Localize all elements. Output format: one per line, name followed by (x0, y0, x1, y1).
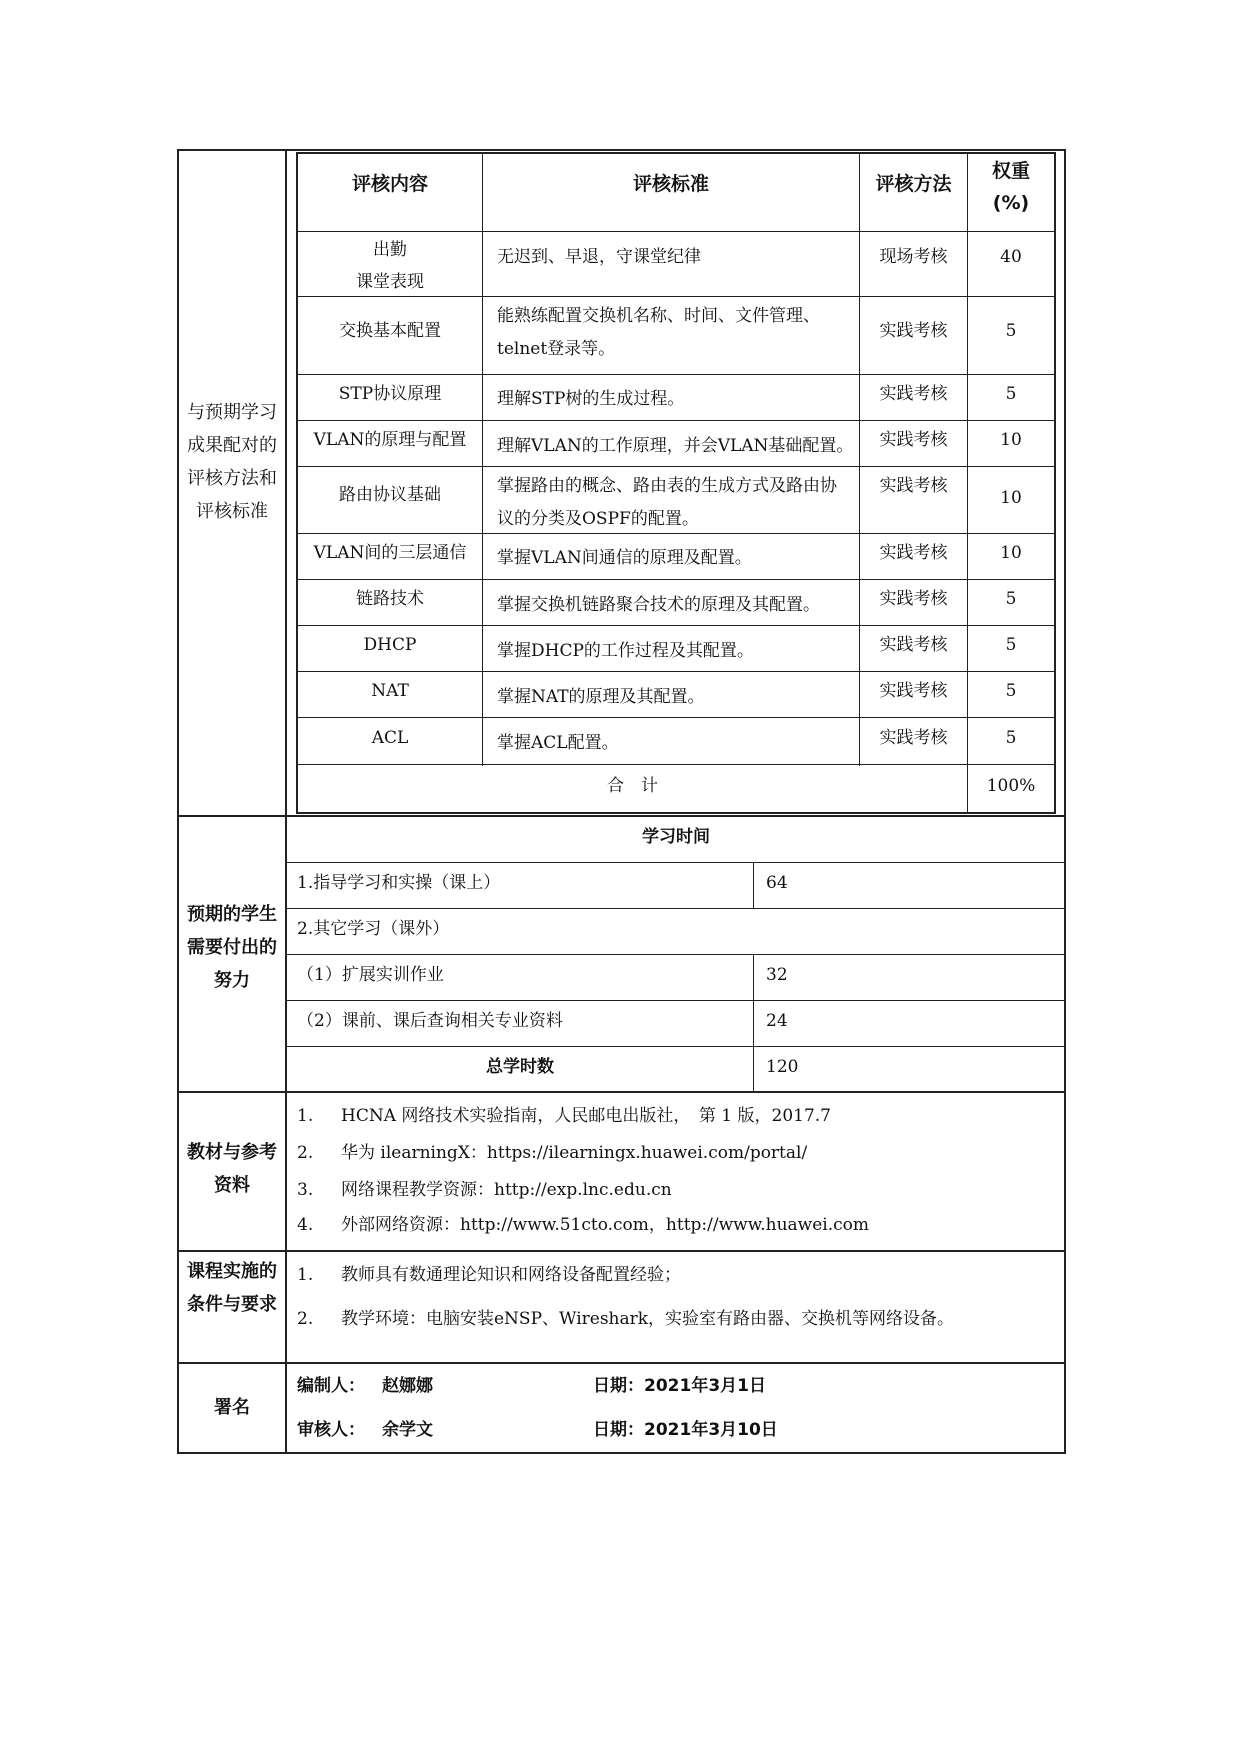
assessment-row-standard: 掌握交换机链路聚合技术的原理及其配置。 (497, 595, 820, 615)
outer-border-top (177, 149, 1066, 151)
assessment-row-standard: 掌握DHCP的工作过程及其配置。 (497, 641, 754, 661)
condition-item-number: 1. (297, 1265, 314, 1285)
assessment-row-content: VLAN的原理与配置 (313, 430, 467, 450)
assessment-row-standard: 掌握VLAN间通信的原理及配置。 (497, 548, 752, 568)
nested-border-top (296, 152, 1055, 154)
effort-row-item: 2.其它学习（课外） (297, 919, 450, 939)
editor-label: 编制人： (297, 1376, 365, 1396)
assessment-row-method: 实践考核 (879, 681, 948, 701)
assessment-row-weight: 5 (1005, 681, 1017, 701)
assessment-row-content: ACL (371, 728, 409, 748)
reviewer-name: 余学文 (382, 1420, 433, 1440)
header-content: 评核内容 (351, 173, 428, 195)
nested-row-divider (296, 579, 1055, 580)
effort-row-divider (286, 862, 1065, 863)
assessment-row-content (298, 234, 482, 298)
assessment-row-standard: 掌握路由的概念、路由表的生成方式及路由协议的分类及OSPF的配置。 (497, 476, 837, 529)
assessment-section-label: 与预期学习成果配对的评核方法和评核标准 (187, 402, 277, 522)
effort-col-divider (753, 954, 754, 1092)
section-divider-1 (177, 815, 1066, 817)
assessment-row-standard: 理解VLAN的工作原理，并会VLAN基础配置。 (497, 436, 854, 456)
effort-total-label: 总学时数 (486, 1057, 554, 1077)
assessment-row-weight: 10 (1000, 543, 1022, 563)
content-line-2: 课堂表现 (356, 272, 424, 292)
assessment-row-weight: 5 (1005, 635, 1017, 655)
material-item-number: 1. (297, 1106, 314, 1126)
assessment-row-content: 路由协议基础 (339, 485, 441, 505)
nested-row-divider (296, 466, 1055, 467)
assessment-row-method: 实践考核 (879, 635, 948, 655)
outer-border-right (1064, 815, 1066, 1454)
section-divider-3 (177, 1250, 1066, 1252)
outer-border-left (177, 149, 179, 1454)
assessment-row-method: 实践考核 (879, 728, 948, 748)
assessment-row-weight: 10 (1000, 488, 1022, 508)
effort-section-label: 预期的学生需要付出的努力 (187, 904, 277, 991)
nested-row-divider (296, 625, 1055, 626)
assessment-row-standard: 掌握ACL配置。 (497, 733, 619, 753)
outer-border-right-upper (1064, 149, 1066, 815)
nested-row-divider (296, 671, 1055, 672)
assessment-row-weight: 40 (1000, 247, 1022, 267)
material-item-text: 网络课程教学资源：http://exp.lnc.edu.cn (341, 1180, 672, 1200)
assessment-row-content: 链路技术 (356, 589, 424, 609)
assessment-row-content: DHCP (363, 635, 417, 655)
header-weight: 权重(%) (991, 160, 1030, 214)
assessment-row-standard: 无迟到、早退，守课堂纪律 (497, 247, 701, 267)
material-item-number: 4. (297, 1215, 314, 1235)
assessment-row-method: 现场考核 (879, 247, 948, 267)
nested-row-divider (296, 717, 1055, 718)
assessment-row-standard: 能熟练配置交换机名称、时间、文件管理、telnet登录等。 (497, 306, 820, 359)
assessment-row-weight: 5 (1005, 589, 1017, 609)
material-item-text: HCNA 网络技术实验指南，人民邮电出版社， 第 1 版，2017.7 (341, 1106, 831, 1126)
assessment-row-weight: 5 (1005, 384, 1017, 404)
assessment-row-method: 实践考核 (879, 476, 948, 496)
assessment-row-content: 交换基本配置 (339, 321, 441, 341)
nested-border-right (1054, 152, 1056, 814)
effort-row-item: （2）课前、课后查询相关专业资料 (297, 1011, 563, 1031)
header-standard: 评核标准 (632, 173, 709, 195)
effort-row-divider (286, 1046, 1065, 1047)
effort-row-item: （1）扩展实训作业 (297, 965, 444, 985)
assessment-row-method: 实践考核 (879, 543, 948, 563)
condition-item-text: 教师具有数通理论知识和网络设备配置经验； (341, 1265, 681, 1285)
assessment-row-content: NAT (371, 681, 409, 701)
effort-row-item: 1.指导学习和实操（课上） (297, 873, 501, 893)
nested-col-divider-2 (859, 152, 860, 766)
assessment-row-standard: 理解STP树的生成过程。 (497, 389, 685, 409)
assessment-row-method: 实践考核 (879, 384, 948, 404)
effort-row-divider (286, 954, 1065, 955)
effort-row-value: 24 (766, 1011, 788, 1031)
assessment-row-weight: 5 (1005, 728, 1017, 748)
materials-section-label: 教材与参考资料 (187, 1142, 277, 1196)
editor-name: 赵娜娜 (382, 1376, 433, 1396)
section-divider-2 (177, 1091, 1066, 1093)
effort-total-value: 120 (766, 1057, 799, 1077)
material-item-text: 外部网络资源：http://www.51cto.com，http://www.huawei.com (341, 1215, 869, 1235)
label-column-divider (285, 149, 287, 1454)
content-line-1: 出勤 (373, 240, 407, 260)
section-divider-4 (177, 1362, 1066, 1364)
assessment-total-label: 合 计 (607, 776, 658, 796)
effort-row-value: 64 (766, 873, 788, 893)
effort-col-divider (753, 862, 754, 908)
assessment-row-method: 实践考核 (879, 321, 948, 341)
effort-row-divider (286, 1000, 1065, 1001)
assessment-total-value: 100% (986, 776, 1036, 796)
header-method: 评核方法 (875, 173, 952, 195)
assessment-row-method: 实践考核 (879, 589, 948, 609)
conditions-section-label: 课程实施的条件与要求 (187, 1261, 277, 1315)
effort-title: 学习时间 (642, 827, 710, 847)
reviewer-label: 审核人： (297, 1420, 365, 1440)
reviewer-date: 日期：2021年3月10日 (593, 1420, 778, 1440)
nested-row-divider (296, 420, 1055, 421)
assessment-row-content: VLAN间的三层通信 (313, 543, 467, 563)
nested-col-divider-1 (482, 152, 483, 766)
signature-section-label: 署名 (214, 1397, 250, 1418)
assessment-row-method: 实践考核 (879, 430, 948, 450)
editor-date: 日期：2021年3月1日 (593, 1376, 766, 1396)
assessment-row-content: STP协议原理 (338, 384, 442, 404)
material-item-number: 3. (297, 1180, 314, 1200)
effort-row-value: 32 (766, 965, 788, 985)
material-item-text: 华为 ilearningX：https://ilearningx.huawei.com/portal/ (341, 1143, 808, 1163)
outer-border-bottom (177, 1452, 1066, 1454)
condition-item-text: 教学环境：电脑安装eNSP、Wireshark，实验室有路由器、交换机等网络设备。 (341, 1309, 955, 1329)
effort-row-divider (286, 908, 1065, 909)
condition-item-number: 2. (297, 1309, 314, 1329)
assessment-row-weight: 10 (1000, 430, 1022, 450)
nested-row-divider (296, 231, 1055, 232)
assessment-row-weight: 5 (1005, 321, 1017, 341)
assessment-row-standard: 掌握NAT的原理及其配置。 (497, 687, 705, 707)
nested-border-bottom (296, 812, 1056, 814)
material-item-number: 2. (297, 1143, 314, 1163)
nested-row-divider (296, 374, 1055, 375)
nested-row-divider (296, 764, 1055, 765)
